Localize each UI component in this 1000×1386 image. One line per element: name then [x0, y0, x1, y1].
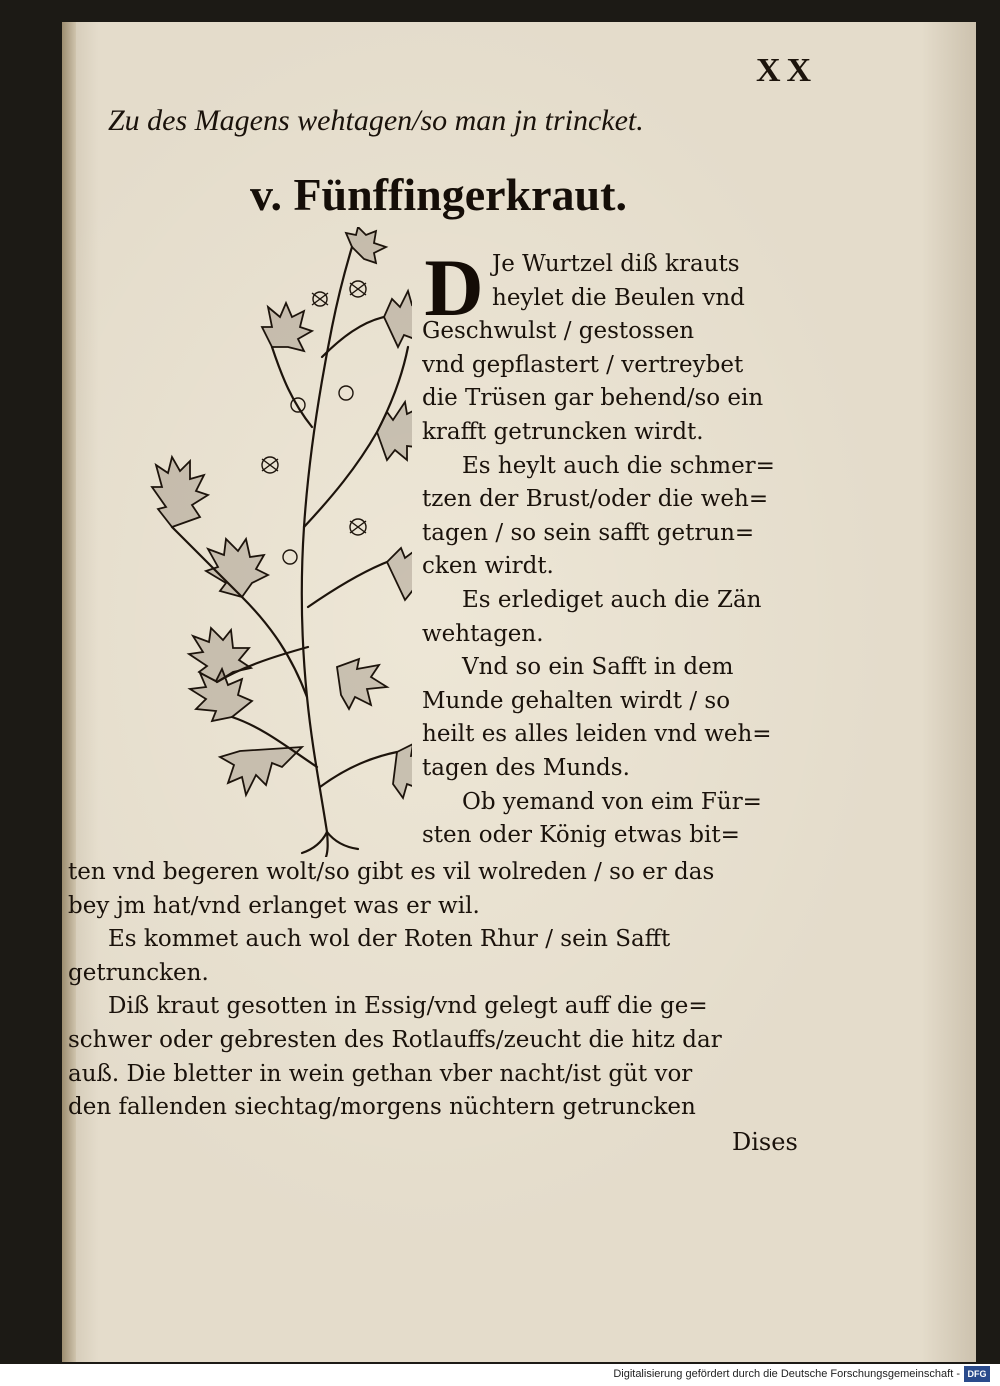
text-line: Es heylt auch die schmer= — [462, 452, 775, 479]
text-line: Es kommet auch wol der Roten Rhur / sein Safft — [108, 926, 671, 953]
text-line: auß. Die bletter in wein gethan vber nacht/ist güt vor — [68, 1060, 693, 1087]
text-line: die Trüsen gar behend/so ein — [422, 385, 764, 412]
book-page — [62, 22, 976, 1362]
text-line: tagen des Munds. — [422, 754, 630, 781]
page-gutter-edge — [62, 22, 76, 1362]
footer-credit: Digitalisierung gefördert durch die Deutsche Forschungsgemeinschaft - — [613, 1368, 960, 1380]
text-line: wehtagen. — [422, 620, 544, 647]
text-line: Ob yemand von eim Für= — [462, 788, 762, 815]
full-width-text — [68, 856, 848, 1125]
text-line: Munde gehalten wirdt / so — [422, 687, 731, 714]
text-line: Diß kraut gesotten in Essig/vnd gelegt auff die ge= — [108, 993, 708, 1020]
text-line: Es erlediget auch die Zän — [462, 586, 762, 613]
text-line: vnd gepflastert / vertreybet — [422, 351, 744, 378]
text-line: getruncken. — [68, 959, 209, 986]
catchword: Dises — [732, 1128, 798, 1156]
chapter-title: v. Fünffingerkraut. — [250, 169, 627, 220]
text-line: Geschwulst / gestossen — [422, 318, 695, 345]
folio-number: XX — [756, 52, 818, 89]
text-line: cken wirdt. — [422, 553, 554, 580]
text-line: Vnd so ein Safft in dem — [462, 654, 734, 681]
text-line: tagen / so sein safft getrun= — [422, 519, 755, 546]
dfg-logo-icon: DFG — [964, 1366, 990, 1382]
text-line: Je Wurtzel diß krauts — [492, 251, 740, 277]
text-line: schwer oder gebresten des Rotlauffs/zeucht die hitz dar — [68, 1026, 722, 1053]
text-line: sten oder König etwas bit= — [422, 822, 740, 849]
text-line: bey jm hat/vnd erlanget was er wil. — [68, 892, 480, 919]
text-line: heilt es alles leiden vnd weh= — [422, 721, 772, 748]
text-line: heylet die Beulen vnd — [492, 284, 745, 311]
plant-woodcut-illustration — [122, 227, 412, 857]
text-line: tzen der Brust/oder die weh= — [422, 486, 769, 513]
text-line: den fallenden siechtag/morgens nüchtern getruncken — [68, 1094, 696, 1121]
drop-cap-initial: D — [424, 242, 484, 333]
text-line: ten vnd begeren wolt/so gibt es vil wolreden / so er das — [68, 859, 715, 885]
text-line: krafft getruncken wirdt. — [422, 418, 704, 445]
running-head: Zu des Magens wehtagen/so man jn trincket. — [108, 104, 644, 137]
right-column-text — [422, 242, 822, 853]
